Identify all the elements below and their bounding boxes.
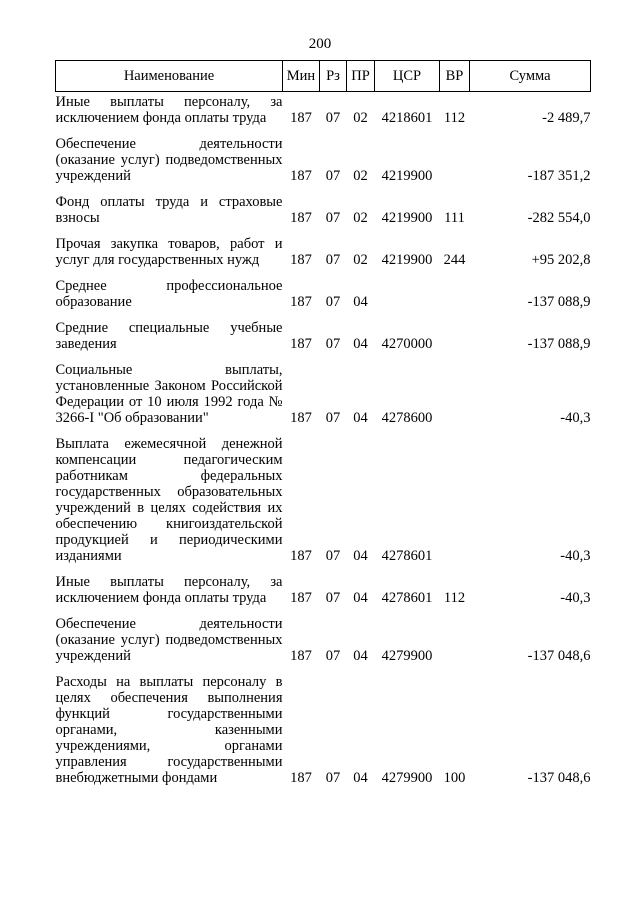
- table-row: [56, 318, 591, 360]
- row-csr: 4278600: [381, 410, 433, 426]
- column-header-sum: Сумма: [470, 61, 591, 92]
- row-csr: 4219900: [381, 252, 433, 268]
- row-name: Обеспечение деятельности (оказание услуг) подведомственных учреждений: [55, 616, 283, 664]
- row-vr: 112: [443, 110, 466, 126]
- table-row: [56, 572, 591, 614]
- row-csr: 4219900: [381, 210, 433, 226]
- row-pr: 04: [353, 294, 368, 310]
- row-rz: 07: [325, 410, 341, 426]
- table-row: [56, 276, 591, 318]
- row-csr: 4278601: [381, 590, 433, 606]
- row-name: Выплата ежемесячной денежной компенсации педагогическим работникам федеральных государственных образовательных учреждений в целях содействия их обеспечению книгоиздательской продукцией и периодическими изданиями: [55, 436, 283, 564]
- row-pr: 02: [353, 210, 368, 226]
- row-vr: 111: [444, 210, 465, 226]
- table-row: [56, 672, 591, 794]
- row-pr: 04: [353, 336, 368, 352]
- row-min: 187: [290, 168, 312, 184]
- table-row: [56, 92, 591, 135]
- row-sum: +95 202,8: [531, 252, 591, 268]
- row-name: Средние специальные учебные заведения: [55, 320, 283, 352]
- row-name: Расходы на выплаты персоналу в целях обеспечения выполнения функций государственными органами, казенными учреждениями, органами управления государственными внебюджетными фондами: [55, 674, 283, 786]
- row-min: 187: [290, 770, 312, 786]
- row-min: 187: [290, 210, 312, 226]
- row-name: Обеспечение деятельности (оказание услуг) подведомственных учреждений: [55, 136, 283, 184]
- row-rz: 07: [325, 548, 341, 564]
- row-rz: 07: [325, 590, 341, 606]
- row-vr: [440, 360, 470, 434]
- column-header-min: Мин: [283, 61, 320, 92]
- row-csr: 4218601: [381, 110, 433, 126]
- table-row: [56, 360, 591, 434]
- row-pr: 04: [353, 548, 368, 564]
- row-vr: 112: [443, 590, 466, 606]
- row-min: 187: [290, 110, 312, 126]
- column-header-csr: ЦСР: [375, 61, 440, 92]
- row-csr: 4219900: [381, 168, 433, 184]
- row-rz: 07: [325, 210, 341, 226]
- row-pr: 04: [353, 648, 368, 664]
- row-csr: 4279900: [381, 770, 433, 786]
- row-min: 187: [290, 648, 312, 664]
- row-min: 187: [290, 252, 312, 268]
- row-sum: -137 088,9: [527, 294, 591, 310]
- row-pr: 04: [353, 410, 368, 426]
- row-rz: 07: [325, 648, 341, 664]
- table-row: [56, 434, 591, 572]
- row-name: Прочая закупка товаров, работ и услуг для государственных нужд: [55, 236, 283, 268]
- row-vr: [440, 614, 470, 672]
- row-pr: 04: [353, 770, 368, 786]
- row-rz: 07: [325, 770, 341, 786]
- table-row: [56, 614, 591, 672]
- row-name: Среднее профессиональное образование: [55, 278, 283, 310]
- row-min: 187: [290, 336, 312, 352]
- row-vr: [440, 434, 470, 572]
- table-row: [56, 192, 591, 234]
- row-csr: [375, 276, 440, 318]
- row-sum: -187 351,2: [527, 168, 591, 184]
- column-header-rz: Рз: [320, 61, 347, 92]
- row-rz: 07: [325, 336, 341, 352]
- row-pr: 04: [353, 590, 368, 606]
- row-name: Социальные выплаты, установленные Законом Российской Федерации от 10 июля 1992 года № 3266-I "Об образовании": [55, 362, 283, 426]
- row-rz: 07: [325, 110, 341, 126]
- row-min: 187: [290, 410, 312, 426]
- row-csr: 4270000: [381, 336, 433, 352]
- row-min: 187: [290, 294, 312, 310]
- row-vr: [440, 276, 470, 318]
- column-header-name: Наименование: [56, 61, 283, 92]
- row-vr: [440, 318, 470, 360]
- row-name: Фонд оплаты труда и страховые взносы: [55, 194, 283, 226]
- row-sum: -137 048,6: [527, 770, 591, 786]
- table-row: [56, 134, 591, 192]
- table-row: [56, 234, 591, 276]
- row-min: 187: [290, 590, 312, 606]
- row-sum: -40,3: [560, 590, 591, 606]
- row-sum: -2 489,7: [542, 110, 591, 126]
- row-sum: -137 048,6: [527, 648, 591, 664]
- column-header-pr: ПР: [347, 61, 375, 92]
- row-sum: -282 554,0: [527, 210, 591, 226]
- row-vr: 244: [443, 252, 466, 268]
- row-min: 187: [290, 548, 312, 564]
- row-vr: [440, 134, 470, 192]
- column-header-vr: ВР: [440, 61, 470, 92]
- row-sum: -40,3: [560, 410, 591, 426]
- row-pr: 02: [353, 252, 368, 268]
- row-csr: 4278601: [381, 548, 433, 564]
- row-sum: -137 088,9: [527, 336, 591, 352]
- row-name: Иные выплаты персоналу, за исключением фонда оплаты труда: [55, 574, 283, 606]
- row-vr: 100: [443, 770, 466, 786]
- row-sum: -40,3: [560, 548, 591, 564]
- row-csr: 4279900: [381, 648, 433, 664]
- row-pr: 02: [353, 168, 368, 184]
- row-rz: 07: [325, 252, 341, 268]
- row-rz: 07: [325, 294, 341, 310]
- budget-table: [55, 60, 591, 794]
- page-number: 200: [308, 36, 332, 52]
- row-pr: 02: [353, 110, 368, 126]
- row-name: Иные выплаты персоналу, за исключением фонда оплаты труда: [55, 94, 283, 126]
- row-rz: 07: [325, 168, 341, 184]
- table-header-row: [56, 61, 591, 92]
